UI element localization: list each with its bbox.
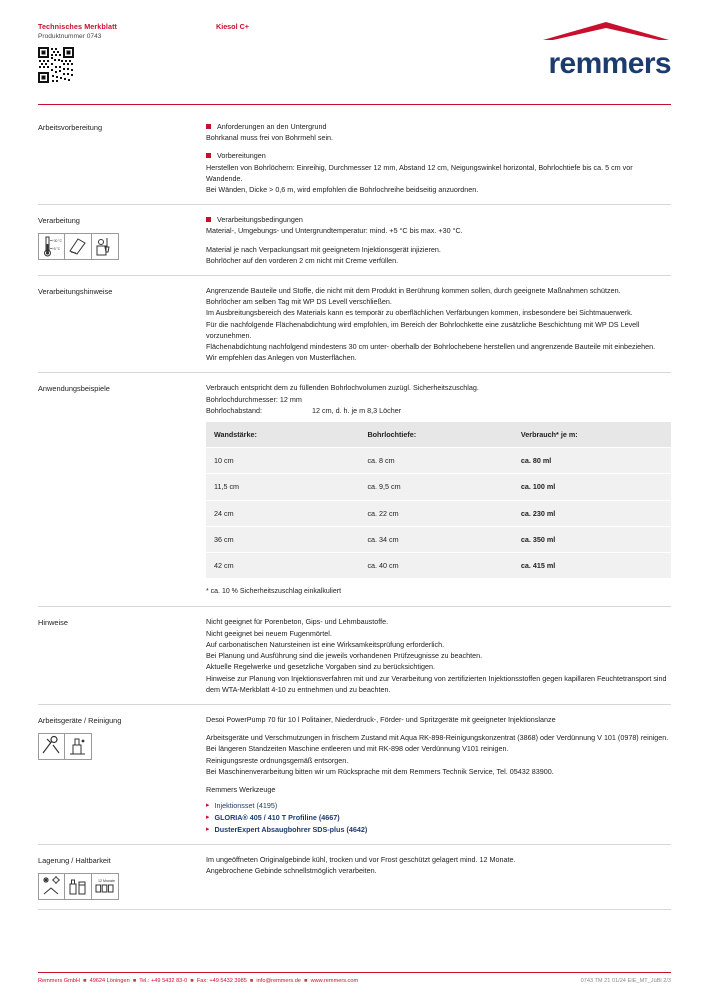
- paragraph: Bohrlochdurchmesser: 12 mm: [206, 394, 302, 404]
- cell-verbrauch: ca. 350 ml: [513, 526, 671, 552]
- cell-bohrlochtiefe: ca. 22 cm: [359, 500, 512, 526]
- cell-bohrlochtiefe: ca. 34 cm: [359, 526, 512, 552]
- svg-text:12 Monate: 12 Monate: [98, 879, 115, 884]
- paragraph: Bohrlöcher am selben Tag mit WP DS Levell verschließen.: [206, 297, 392, 307]
- cell-wandstaerke: 24 cm: [206, 500, 359, 526]
- section-label: Verarbeitungshinweise: [38, 287, 113, 297]
- section-label: Anwendungsbeispiele: [38, 384, 110, 394]
- section-label: Arbeitsvorbereitung: [38, 123, 103, 132]
- bullet-title: Verarbeitungsbedingungen: [217, 215, 303, 225]
- paragraph: Arbeitsgeräte und Verschmutzungen in frischem Zustand mit Aqua RK-898-Reinigungskonzentrat (3868) oder Verdünnung V 101 (0978) reinigen.: [206, 733, 669, 743]
- paragraph: Angrenzende Bauteile und Stoffe, die nicht mit dem Produkt in Berührung kommen sollen, durch geeignete Maßnahmen schützen.: [206, 286, 621, 296]
- thermometer-icon: [38, 233, 65, 260]
- cell-wandstaerke: 36 cm: [206, 526, 359, 552]
- table-row: [206, 448, 671, 474]
- roof-icon: [541, 20, 671, 42]
- bullet-title: Anforderungen an den Untergrund: [217, 122, 327, 131]
- square-bullet-icon: [206, 217, 211, 222]
- paragraph: Im ungeöffneten Originalgebinde kühl, trocken und vor Frost geschützt gelagert mind. 12 Monate.: [206, 855, 516, 865]
- paragraph: Material je nach Verpackungsart mit geeignetem Injektionsgerät injizieren.: [206, 244, 441, 254]
- footer-address: 49624 Löningen: [89, 978, 130, 984]
- section-content: [206, 714, 671, 835]
- section-arbeitsvorbereitung: [38, 112, 671, 205]
- th-wandstaerke: Wandstärke:: [206, 422, 359, 448]
- paragraph: Bei Maschinenverarbeitung bitten wir um Rücksprache mit dem Remmers Technik Service, Tel. 05432 83900.: [206, 766, 554, 776]
- tool-link-label[interactable]: DusterExpert Absaugbohrer SDS-plus (4642): [214, 825, 368, 835]
- paragraph: Flächenabdichtung nachfolgend mindestens 30 cm unter- oberhalb der Bohrlochebene herstellen und angrenzende Bauteile mit einbeziehen.: [206, 342, 656, 352]
- frost-sun-icon: [38, 873, 65, 900]
- section-arbeitsgeraete-reinigung: [38, 705, 671, 845]
- pictogram-group: [38, 873, 206, 900]
- cell-verbrauch: ca. 230 ml: [513, 500, 671, 526]
- cell-bohrlochtiefe: ca. 9,5 cm: [359, 474, 512, 500]
- section-verarbeitung: [38, 205, 671, 276]
- footer-company: Remmers GmbH: [38, 978, 80, 984]
- th-bohrlochtiefe: Bohrlochtiefe:: [359, 422, 512, 448]
- tools-icon: [38, 733, 65, 760]
- header-left: [38, 22, 208, 83]
- footer-contact: Remmers GmbH ■ 49624 Löningen ■ Tel.: +49 5432 83-0 ■ Fax: +49 5432 3985 ■ info@remmers.de ■ www.remmers.com: [38, 978, 359, 984]
- footer-web[interactable]: www.remmers.com: [310, 978, 359, 984]
- arrow-right-icon: ▸: [206, 802, 210, 810]
- cell-bohrlochtiefe: ca. 40 cm: [359, 553, 512, 579]
- table-header-row: [206, 422, 671, 448]
- svg-text:+30 °C: +30 °C: [52, 239, 62, 244]
- section-label-wrap: [38, 714, 206, 760]
- paragraph: Wir empfehlen das Anlegen von Musterflächen.: [206, 353, 357, 363]
- section-hinweise: [38, 607, 671, 704]
- consumption-table: [206, 422, 671, 579]
- key-value-row: [206, 405, 671, 416]
- section-verarbeitungshinweise: [38, 276, 671, 373]
- table-row: [206, 500, 671, 526]
- section-label: Lagerung / Haltbarkeit: [38, 856, 111, 866]
- bullet-item: [206, 150, 671, 161]
- tools-heading: Remmers Werkzeuge: [206, 784, 276, 794]
- section-label: Verarbeitung: [38, 216, 80, 226]
- section-content: [206, 854, 671, 876]
- cell-verbrauch: ca. 80 ml: [513, 448, 671, 474]
- cell-bohrlochtiefe: ca. 8 cm: [359, 448, 512, 474]
- arrow-right-icon: ▸: [206, 826, 210, 834]
- page-header: [0, 0, 707, 92]
- container-icon: [65, 873, 92, 900]
- brand-wordmark: remmers: [548, 47, 671, 80]
- th-verbrauch: Verbrauch* je m:: [513, 422, 671, 448]
- paragraph: Für die nachfolgende Flächenabdichtung wird empfohlen, im Bereich der Bohrlochkette eine zusätzliche Beschichtung mit WP DS Levell vorzunehmen.: [206, 319, 640, 340]
- section-content: [206, 121, 671, 195]
- paragraph: Material-, Umgebungs- und Untergrundtemperatur: mind. +5 °C bis max. +30 °C.: [206, 226, 463, 236]
- paragraph: Bei längeren Standzeiten Maschine entleeren und mit RK-898 oder Verdünnung V101 reinigen.: [206, 744, 509, 754]
- paragraph: Verbrauch entspricht dem zu füllenden Bohrlochvolumen zuzügl. Sicherheitszuschlag.: [206, 383, 479, 393]
- paragraph: Angebrochene Gebinde schnellstmöglich verarbeiten.: [206, 866, 377, 876]
- section-content: [206, 616, 671, 694]
- section-label-wrap: [38, 854, 206, 900]
- bullet-title: Vorbereitungen: [217, 151, 266, 161]
- 12-month-icon: [92, 873, 119, 900]
- square-bullet-icon: [206, 153, 211, 158]
- paragraph: Desoi PowerPump 70 für 10 l Politainer, Niederdruck-, Förder- und Spritzgeräte mit geeigneter Injektionslanze: [206, 714, 556, 724]
- footer-divider: [38, 972, 671, 973]
- tool-link[interactable]: [206, 812, 671, 823]
- cell-wandstaerke: 42 cm: [206, 553, 359, 579]
- bullet-item: [206, 121, 671, 132]
- paragraph: Bei Wänden, Dicke > 0,6 m, wird empfohlen die Bohrlochreihe beidseitig anzuordnen.: [206, 185, 479, 195]
- pictogram-group: [38, 733, 206, 760]
- cell-wandstaerke: 11,5 cm: [206, 474, 359, 500]
- svg-text:+5 °C: +5 °C: [52, 247, 61, 252]
- header-divider: [38, 104, 671, 105]
- paragraph: Hinweise zur Planung von Injektionsverfahren mit und zur Verarbeitung von zertifizierten Injektionsstoffen gegen kapillaren Feuchtetransport sind dem WTA-Merkblatt 4-10 zu entnehmen und zu beachten.: [206, 673, 667, 694]
- paragraph: Nicht geeignet für Porenbeton, Gips- und Lehmbaustoffe.: [206, 617, 389, 627]
- cell-verbrauch: ca. 415 ml: [513, 553, 671, 579]
- paragraph: Bohrlöcher auf den vorderen 2 cm nicht mit Creme verfüllen.: [206, 255, 399, 265]
- footer-docref: 0743 TM 21 01/24 EIE_MT_JüBl 2/3: [580, 978, 671, 984]
- table-row: [206, 526, 671, 552]
- table-row: [206, 474, 671, 500]
- section-label: Hinweise: [38, 618, 68, 628]
- tool-link[interactable]: [206, 800, 671, 811]
- paragraph: Aktuelle Regelwerke und gesetzliche Vorgaben sind zu berücksichtigen.: [206, 662, 435, 672]
- kv-key: Bohrlochabstand:: [206, 405, 262, 415]
- table-row: [206, 553, 671, 579]
- tool-link-label[interactable]: Injektionsset (4195): [214, 801, 278, 811]
- footer-email[interactable]: info@remmers.de: [256, 978, 301, 984]
- hand-tool-icon: [65, 233, 92, 260]
- square-bullet-icon: [206, 124, 211, 129]
- table-footnote: * ca. 10 % Sicherheitszuschlag einkalkuliert: [206, 588, 342, 596]
- paragraph: Auf carbonatischen Natursteinen ist eine Wirksamkeitsprüfung erforderlich.: [206, 639, 445, 649]
- tool-link[interactable]: [206, 824, 671, 835]
- footer-fax: Fax: +49 5432 3985: [196, 978, 247, 984]
- bullet-item: [206, 214, 671, 225]
- tool-link-label[interactable]: GLORIA® 405 / 410 T Profiline (4667): [214, 813, 340, 823]
- product-name: Kiesol C+: [216, 22, 249, 31]
- paragraph: Im Ausbreitungsbereich des Materials kann es temporär zu oberflächlichen Verfärbungen kommen, insbesondere bei Sichtmauerwerk.: [206, 308, 633, 318]
- arrow-right-icon: ▸: [206, 814, 210, 822]
- product-number: Produktnummer 0743: [38, 33, 102, 40]
- section-anwendungsbeispiele: [38, 373, 671, 607]
- section-lagerung-haltbarkeit: [38, 845, 671, 910]
- section-content: [206, 214, 671, 266]
- section-label: Arbeitsgeräte / Reinigung: [38, 715, 122, 725]
- footer-tel: Tel.: +49 5432 83-0: [139, 978, 188, 984]
- section-label-wrap: [38, 214, 206, 260]
- paragraph: Herstellen von Bohrlöchern: Einreihig, Durchmesser 12 mm, Abstand 12 cm, Neigungswinkel horizontal, Bohrlochtiefe bis ca. 5 cm vor Wandende.: [206, 162, 633, 183]
- cell-verbrauch: ca. 100 ml: [513, 474, 671, 500]
- paragraph: Nicht geeignet bei neuem Fugenmörtel.: [206, 628, 332, 638]
- cleaning-icon: [65, 733, 92, 760]
- section-content: [206, 382, 671, 597]
- document-type: Technisches Merkblatt: [38, 22, 118, 31]
- paragraph: Reinigungsreste ordnungsgemäß entsorgen.: [206, 755, 349, 765]
- paragraph: Bei Planung und Ausführung sind die jeweils vorhandenen Prüfzeugnisse zu beachten.: [206, 651, 483, 661]
- brand-logo: [491, 20, 671, 79]
- page-footer: [38, 972, 671, 984]
- document-body: [0, 112, 707, 962]
- qr-code-icon: [38, 47, 74, 83]
- section-content: [206, 285, 671, 363]
- kv-value: 12 cm, d. h. je m 8,3 Löcher: [312, 405, 402, 415]
- mixing-icon: [92, 233, 119, 260]
- paragraph: Bohrkanal muss frei von Bohrmehl sein.: [206, 133, 334, 143]
- cell-wandstaerke: 10 cm: [206, 448, 359, 474]
- pictogram-group: [38, 233, 206, 260]
